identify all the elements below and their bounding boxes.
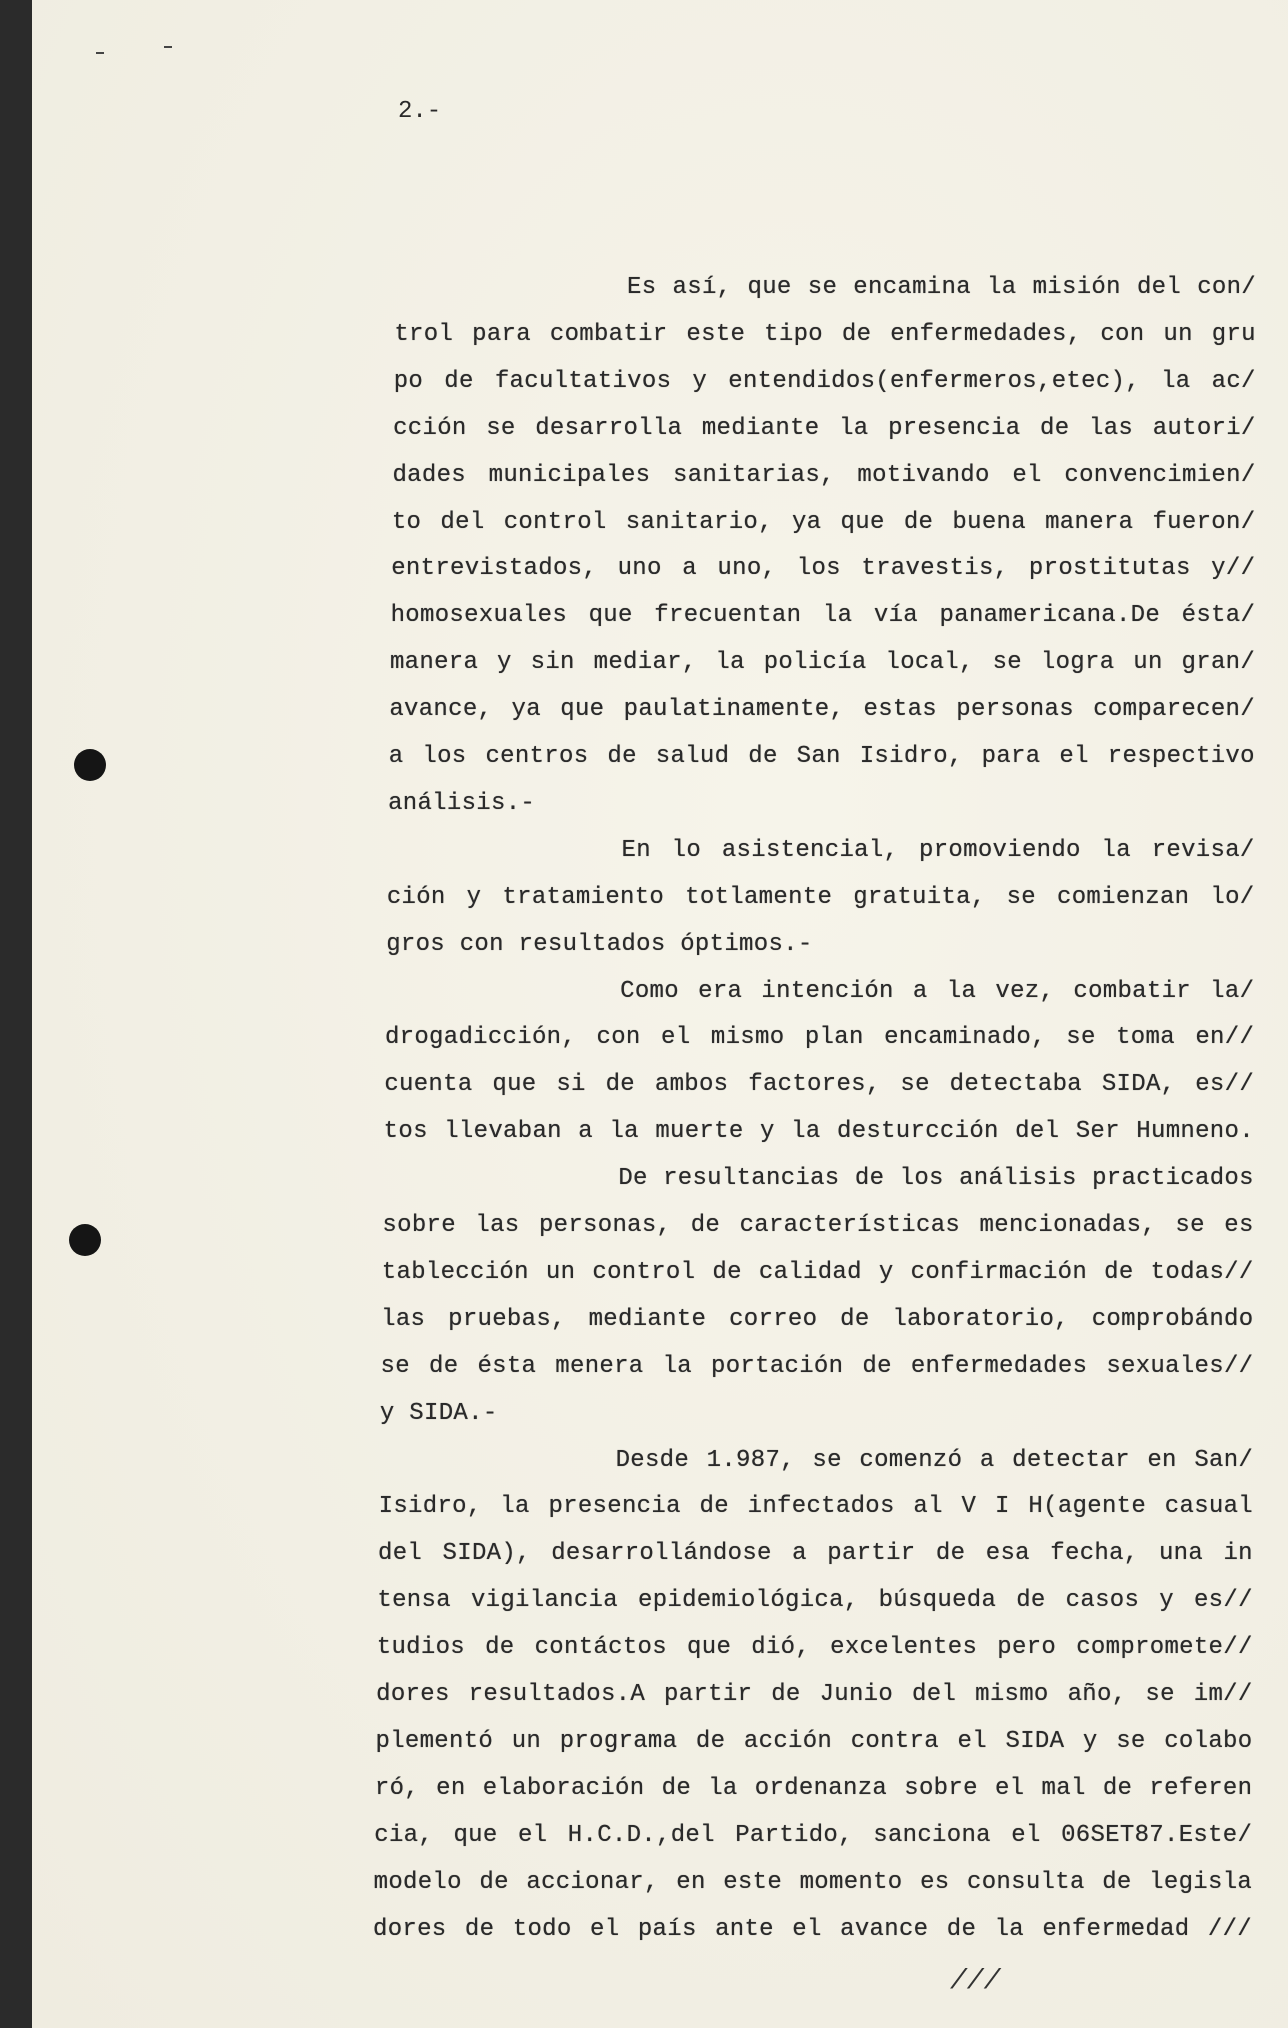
- text-line: análisis.-: [388, 789, 536, 817]
- text-line: a los centros de salud de San Isidro, para el respectivo: [388, 743, 1255, 770]
- text-line: modelo de accionar, en este momento es consulta de legisla: [373, 1868, 1253, 1896]
- text-line: dores resultados.A partir de Junio del mismo año, se im//: [376, 1681, 1253, 1708]
- text-line: Isidro, la presencia de infectados al V I H(agente casual: [378, 1493, 1254, 1521]
- text-line: las pruebas, mediante correo de laboratorio, comprobándo: [381, 1305, 1254, 1333]
- text-line: tudios de contáctos que dió, excelentes pero comprometе//: [376, 1634, 1253, 1662]
- text-line: Es así, que se encamina la misión del con/: [627, 274, 1256, 301]
- text-line: gros con resultados óptimos.-: [386, 930, 813, 958]
- text-line: ró, en elaboración de la ordenanza sobre el mal de referen: [374, 1774, 1253, 1802]
- text-line: tablección un control de calidad y confirmación de todas//: [381, 1258, 1254, 1286]
- text-line: En lo asistencial, promoviendo la revisa/: [621, 836, 1255, 864]
- text-line: Como era intención a la vez, combatir la/: [620, 977, 1255, 1005]
- text-line: dades municipales sanitarias, motivando el convencimien/: [392, 461, 1256, 489]
- text-line: sobre las personas, de características mencionadas, se es: [382, 1212, 1254, 1239]
- text-line: Desde 1.987, se comenzó a detectar en San/: [615, 1446, 1254, 1474]
- speck-mark: [164, 46, 172, 48]
- text-line: avance, ya que paulatinamente, estas personas comparecen/: [389, 696, 1255, 724]
- document-page: [32, 0, 1288, 2028]
- speck-mark: [96, 52, 104, 54]
- text-line: cción se desarrolla mediante la presencia de las autori/: [393, 414, 1256, 442]
- text-line: se de ésta menera la portación de enfermedades sexuales//: [380, 1352, 1254, 1380]
- punch-hole: [69, 1224, 101, 1256]
- text-line: tensa vigilancia epidemiológica, búsqueda de casos y es//: [377, 1587, 1253, 1615]
- text-line: cia, que el H.C.D.,del Partido, sanciona el 06SET87.Este/: [374, 1821, 1253, 1849]
- punch-hole: [74, 749, 106, 781]
- text-line: del SIDA), desarrollándose a partir de esa fecha, una in: [378, 1540, 1253, 1568]
- continuation-mark: ///: [950, 1966, 1001, 1997]
- text-line: entrevistados, uno a uno, los travestis, prostitutas y//: [391, 555, 1256, 583]
- text-line: po de facultativos y entendidos(enfermeros,etec), la ac/: [393, 367, 1256, 395]
- text-line: plementó un programa de acción contra el SIDA y se colabo: [375, 1727, 1253, 1755]
- text-line: homosexuales que frecuentan la vía panamericana.De ésta/: [390, 602, 1256, 630]
- text-line: De resultancias de los análisis practicados: [618, 1165, 1254, 1193]
- text-line: dores de todo el país ante el avance de la enfermedad ///: [373, 1915, 1252, 1943]
- page-number: 2.-: [398, 98, 442, 125]
- text-line: manera y sin mediar, la policía local, se logra un gran/: [389, 649, 1256, 677]
- text-line: ción y tratamiento totlamente gratuita, se comienzan lo/: [386, 883, 1255, 911]
- text-line: tos llevaban a la muerte y la desturcción del Ser Humneno.: [383, 1118, 1254, 1146]
- text-line: to del control sanitario, ya que de buena manera fueron/: [391, 508, 1256, 536]
- text-line: cuenta que si de ambos factores, se detectaba SIDA, es//: [384, 1071, 1255, 1099]
- text-line: y SIDA.-: [379, 1399, 498, 1427]
- text-line: trol para combatir este tipo de enfermedades, con un gru: [394, 320, 1256, 348]
- text-line: drogadicción, con el mismo plan encaminado, se toma en//: [384, 1024, 1255, 1052]
